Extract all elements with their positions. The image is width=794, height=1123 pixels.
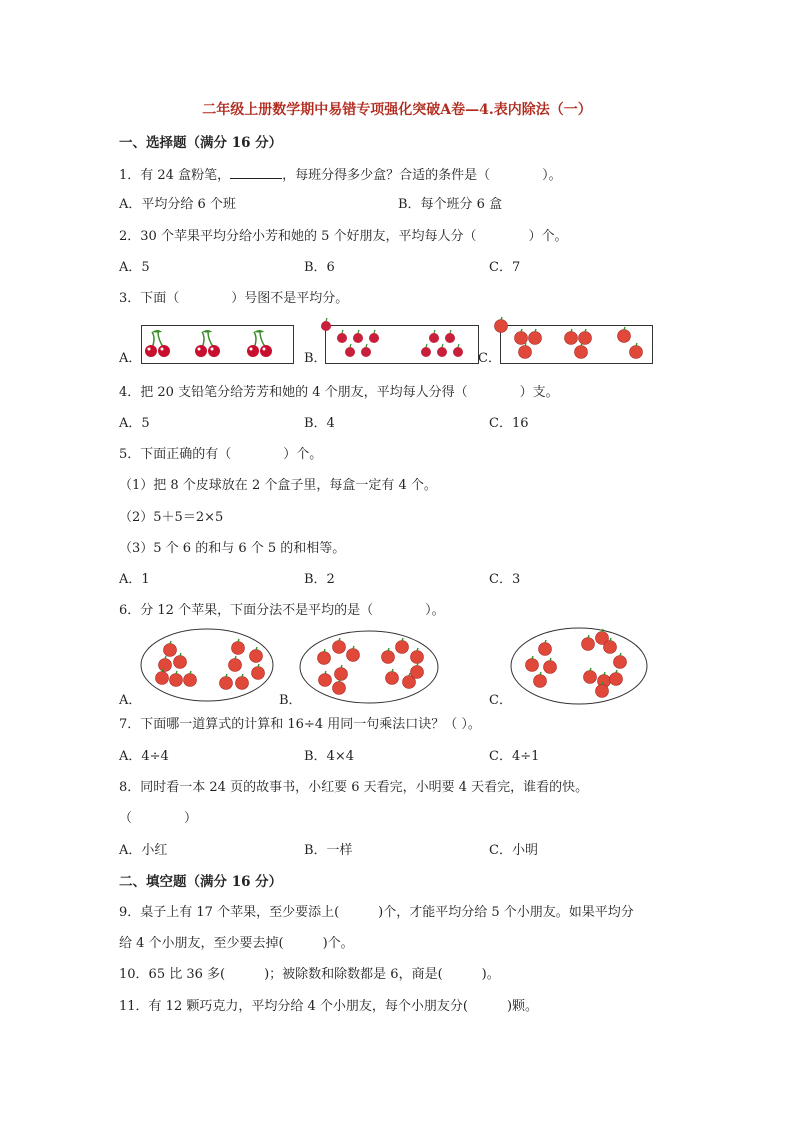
- q6-picture-b: [299, 630, 439, 705]
- question-11: 11．有 12 颗巧克力，平均分给 4 个小朋友，每个小朋友分( )颗。: [119, 999, 539, 1014]
- q4-option-a[interactable]: A．5: [119, 416, 150, 431]
- q3-option-a-label[interactable]: A．: [119, 351, 142, 366]
- q5-option-b[interactable]: B．2: [304, 572, 335, 587]
- q5-statement-3: （3）5 个 6 的和与 6 个 5 的和相等。: [119, 541, 346, 556]
- apple-icon: [495, 317, 508, 333]
- question-8: 8．同时看一本 24 页的故事书，小红要 6 天看完，小明要 4 天看完，谁看的快。: [119, 780, 589, 795]
- q6-option-a-label[interactable]: A．: [119, 693, 142, 708]
- q5-option-a[interactable]: A．1: [119, 572, 150, 587]
- small-apple-icon: [321, 318, 331, 331]
- question-9-line-1: 9．桌子上有 17 个苹果，至少要添上( )个，才能平均分给 5 个小朋友。如果平均分: [119, 905, 634, 920]
- cherries-picture: [142, 326, 293, 363]
- question-7: 7．下面哪一道算式的计算和 16÷4 用同一句乘法口诀？（ ）。: [119, 717, 481, 732]
- q3-picture-c: [500, 325, 653, 364]
- q6-option-c-label[interactable]: C．: [489, 693, 512, 708]
- q2-option-c[interactable]: C．7: [489, 260, 521, 275]
- q1-option-b[interactable]: B．每个班分 6 盒: [398, 197, 503, 212]
- q8-answer-paren[interactable]: （ ）: [119, 811, 198, 826]
- q3-picture-a: [141, 325, 294, 364]
- q7-option-c[interactable]: C．4÷1: [489, 749, 540, 764]
- q4-option-c[interactable]: C．16: [489, 416, 529, 431]
- question-1: [119, 166, 562, 184]
- q2-option-a[interactable]: A．5: [119, 260, 150, 275]
- question-4: 4．把 20 支铅笔分给芳芳和她的 4 个朋友，平均每人分得（ ）支。: [119, 385, 559, 400]
- q4-option-b[interactable]: B．4: [304, 416, 335, 431]
- q1-option-a[interactable]: A．平均分给 6 个班: [119, 197, 236, 212]
- q3-picture-b: [325, 325, 479, 364]
- q3-option-c-label[interactable]: C．: [478, 351, 501, 366]
- question-10: 10．65 比 36 多( )；被除数和除数都是 6，商是( )。: [119, 967, 500, 982]
- q6-option-b-label[interactable]: B．: [279, 693, 302, 708]
- q1-text-before: 1．有 24 盒粉笔，: [119, 168, 231, 183]
- q2-option-b[interactable]: B．6: [304, 260, 335, 275]
- q8-option-b[interactable]: B．一样: [304, 843, 353, 858]
- page-title: 二年级上册数学期中易错专项强化突破A卷—4.表内除法（一）: [202, 102, 592, 118]
- q7-option-a[interactable]: A．4÷4: [119, 749, 169, 764]
- q1-answer-blank[interactable]: [230, 166, 282, 179]
- section-2-heading: 二、填空题（满分 16 分）: [119, 874, 283, 890]
- q7-option-b[interactable]: B．4×4: [304, 749, 354, 764]
- q3-option-b-label[interactable]: B．: [304, 351, 327, 366]
- section-1-heading: 一、选择题（满分 16 分）: [119, 135, 283, 151]
- q1-text-after: ，每班分得多少盒？合适的条件是（ ）。: [282, 168, 562, 183]
- q8-option-c[interactable]: C．小明: [489, 843, 538, 858]
- q5-statement-2: （2）5＋5＝2×5: [119, 510, 224, 525]
- question-6: 6．分 12 个苹果，下面分法不是平均的是（ ）。: [119, 603, 445, 618]
- q6-picture-a: [140, 628, 275, 703]
- apples-picture: [501, 326, 652, 363]
- question-3: 3．下面（ ）号图不是平均分。: [119, 291, 349, 306]
- question-2: 2．30 个苹果平均分给小芳和她的 5 个好朋友，平均每人分（ ）个。: [119, 229, 568, 244]
- q5-option-c[interactable]: C．3: [489, 572, 521, 587]
- small-apples-picture: [326, 326, 478, 363]
- q6-picture-c: [510, 627, 650, 705]
- q8-option-a[interactable]: A．小红: [119, 843, 168, 858]
- q5-statement-1: （1）把 8 个皮球放在 2 个盒子里，每盒一定有 4 个。: [119, 478, 437, 493]
- cherry-icon: [145, 330, 170, 357]
- question-9-line-2: 给 4 个小朋友，至少要去掉( )个。: [119, 936, 354, 951]
- question-5: 5．下面正确的有（ ）个。: [119, 447, 323, 462]
